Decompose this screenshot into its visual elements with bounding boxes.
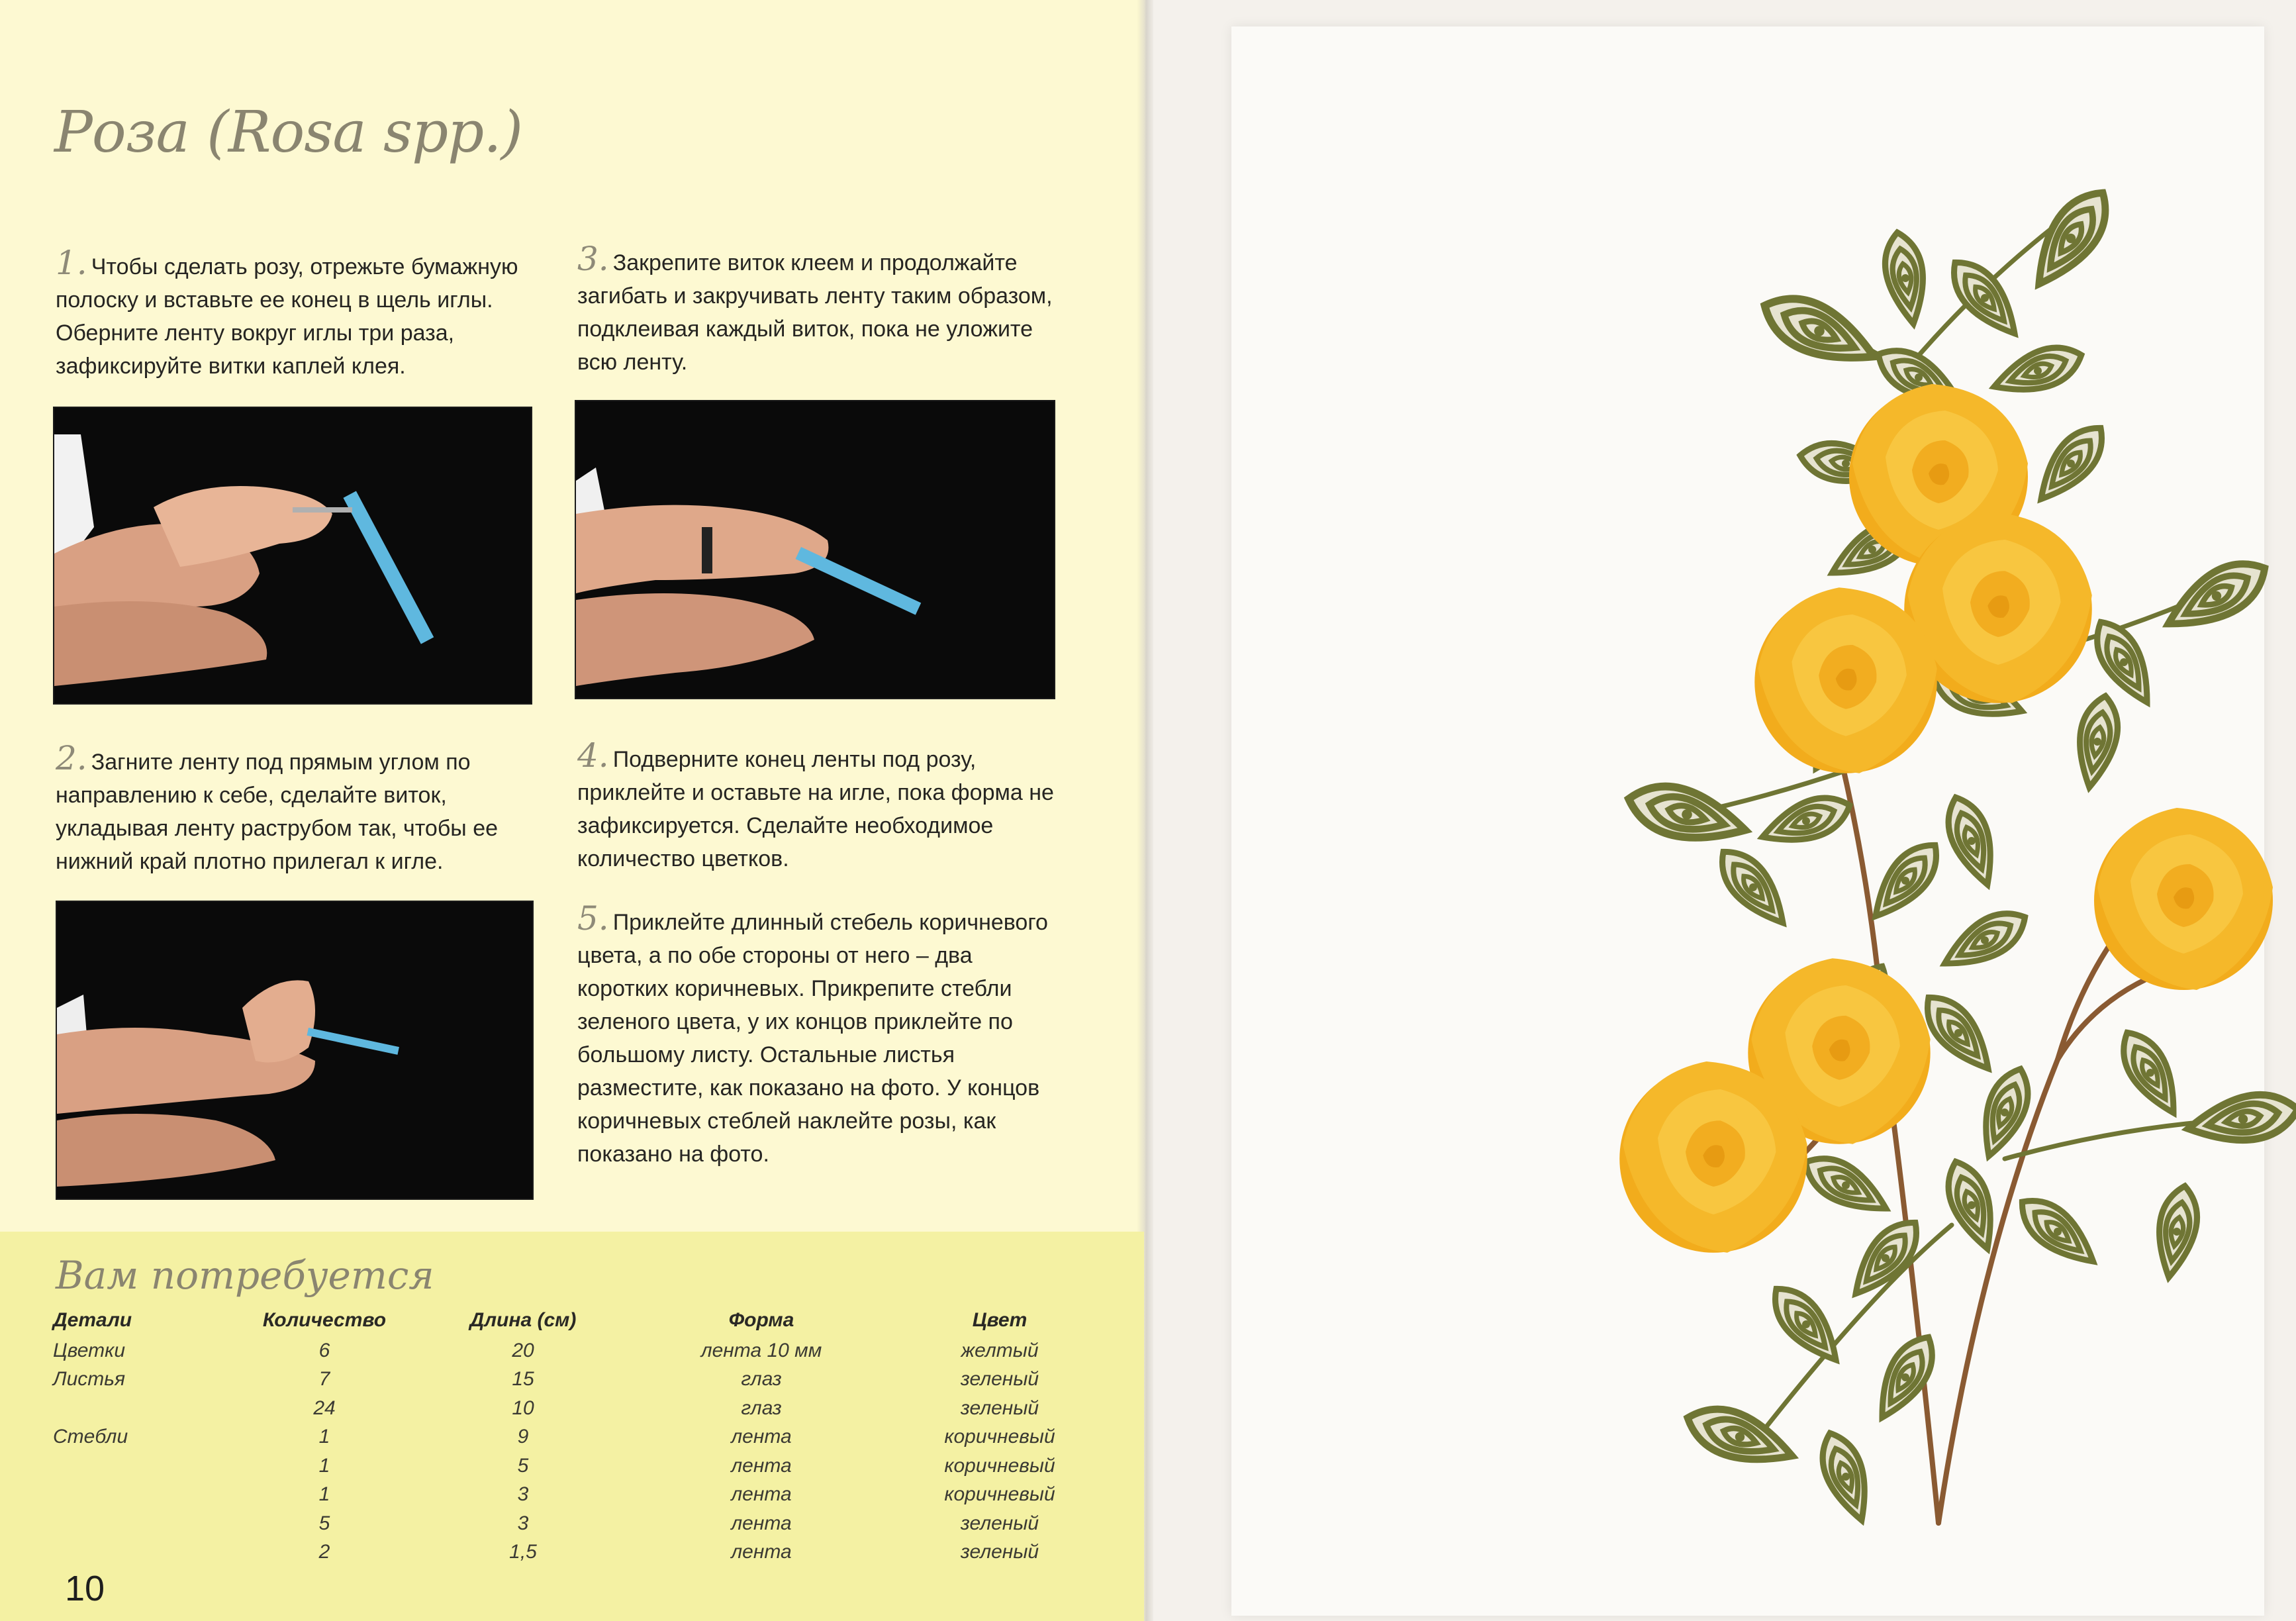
table-cell: 5 — [318, 1512, 330, 1534]
table-cell: 6 — [318, 1339, 330, 1361]
column-header: Детали — [53, 1309, 132, 1331]
table-cell: зеленый — [960, 1512, 1039, 1534]
table-cell: глаз — [741, 1368, 782, 1391]
step-3 — [577, 242, 1054, 379]
step-4 — [577, 736, 1054, 875]
table-cell: 1 — [318, 1483, 330, 1506]
requirements-title: Вам потребуется — [56, 1253, 434, 1298]
table-cell: зеленый — [960, 1397, 1039, 1419]
requirements-table — [53, 1304, 1099, 1567]
page-number: 10 — [65, 1569, 105, 1608]
table-cell — [53, 1509, 225, 1538]
hands-folding-strip-image — [576, 401, 1054, 698]
table-cell: Стебли — [53, 1426, 128, 1448]
table-cell: глаз — [741, 1397, 782, 1419]
table-cell — [53, 1481, 225, 1510]
quilled-roses-illustration — [1144, 0, 2296, 1621]
table-row — [53, 1336, 1099, 1365]
table-row — [53, 1509, 1099, 1538]
table-row — [53, 1394, 1099, 1423]
table-cell: 2 — [318, 1541, 330, 1563]
column-header: Форма — [728, 1309, 794, 1331]
column-header: Длина (см) — [469, 1309, 577, 1331]
table-cell: зеленый — [960, 1541, 1039, 1563]
column-header: Количество — [262, 1309, 387, 1331]
table-cell: лента — [731, 1541, 792, 1563]
table-cell: 15 — [512, 1368, 534, 1391]
step-5 — [577, 899, 1054, 1171]
page-title: Роза (Rosa spp.) — [54, 99, 523, 166]
table-cell: 7 — [318, 1368, 330, 1391]
table-cell: 3 — [517, 1483, 529, 1506]
photo-step-2 — [56, 901, 534, 1200]
table-cell: 9 — [517, 1426, 529, 1448]
step-2-number: 2. — [56, 739, 87, 777]
table-header-row — [53, 1304, 1099, 1336]
step-4-number: 4. — [577, 736, 609, 775]
table-cell: Листья — [53, 1368, 126, 1391]
photo-step-1 — [53, 407, 532, 705]
table-row — [53, 1423, 1099, 1452]
table-cell: зеленый — [960, 1368, 1039, 1391]
step-1-text: Чтобы сделать розу, отрежьте бумажную полоску и вставьте ее конец в щель иглы. Оберните ленту вокруг иглы три раза, зафиксируйте витки каплей клея. — [56, 254, 518, 379]
table-cell: лента — [731, 1483, 792, 1506]
table-cell: коричневый — [944, 1454, 1055, 1477]
table-row — [53, 1365, 1099, 1395]
table-row — [53, 1538, 1099, 1567]
step-3-text: Закрепите виток клеем и продолжайте загибать и закручивать ленту таким образом, подклеивая каждый виток, пока не уложите всю ленту. — [577, 250, 1053, 375]
table-cell: 3 — [517, 1512, 529, 1534]
table-cell — [53, 1538, 225, 1567]
table-cell: 10 — [512, 1397, 534, 1419]
step-1 — [56, 246, 532, 383]
table-row — [53, 1481, 1099, 1510]
table-cell: 1,5 — [509, 1541, 537, 1563]
table-cell: 5 — [517, 1454, 529, 1477]
table-cell: лента — [731, 1512, 792, 1534]
table-cell: 20 — [512, 1339, 534, 1361]
step-2-text: Загните ленту под прямым углом по направлению к себе, сделайте виток, укладывая ленту раструбом так, чтобы ее нижний край плотно прилегал к игле. — [56, 750, 499, 874]
table-cell: 1 — [318, 1454, 330, 1477]
table-cell: 24 — [313, 1397, 336, 1419]
table-cell: коричневый — [944, 1426, 1055, 1448]
step-5-number: 5. — [577, 899, 609, 938]
hands-rolling-strip-image — [57, 902, 532, 1199]
table-cell: лента — [731, 1426, 792, 1448]
table-cell: Цветки — [53, 1339, 125, 1361]
table-cell: лента 10 мм — [700, 1339, 822, 1361]
step-4-text: Подверните конец ленты под розу, приклейте и оставьте на игле, пока форма не зафиксируется. Сделайте необходимое количество цветков. — [577, 747, 1054, 871]
table-cell — [53, 1451, 225, 1481]
step-3-number: 3. — [577, 240, 609, 278]
table-cell: лента — [731, 1454, 792, 1477]
step-5-text: Приклейте длинный стебель коричневого цвета, а по обе стороны от него – два коротких коричневых. Прикрепите стебли зеленого цвета, у их концов приклейте по большому листу. Остальные листья разместите, как показано на фото. У концов коричневых стеблей наклейте розы, как показано на фото. — [577, 910, 1048, 1167]
table-row — [53, 1451, 1099, 1481]
table-cell — [53, 1394, 225, 1423]
step-2 — [56, 739, 532, 878]
column-header: Цвет — [972, 1309, 1028, 1331]
photo-step-3 — [575, 400, 1055, 699]
step-1-number: 1. — [56, 244, 87, 282]
hands-wrapping-strip-image — [54, 408, 531, 703]
table-cell: 1 — [318, 1426, 330, 1448]
table-cell: желтый — [961, 1339, 1039, 1361]
table-cell: коричневый — [944, 1483, 1055, 1506]
